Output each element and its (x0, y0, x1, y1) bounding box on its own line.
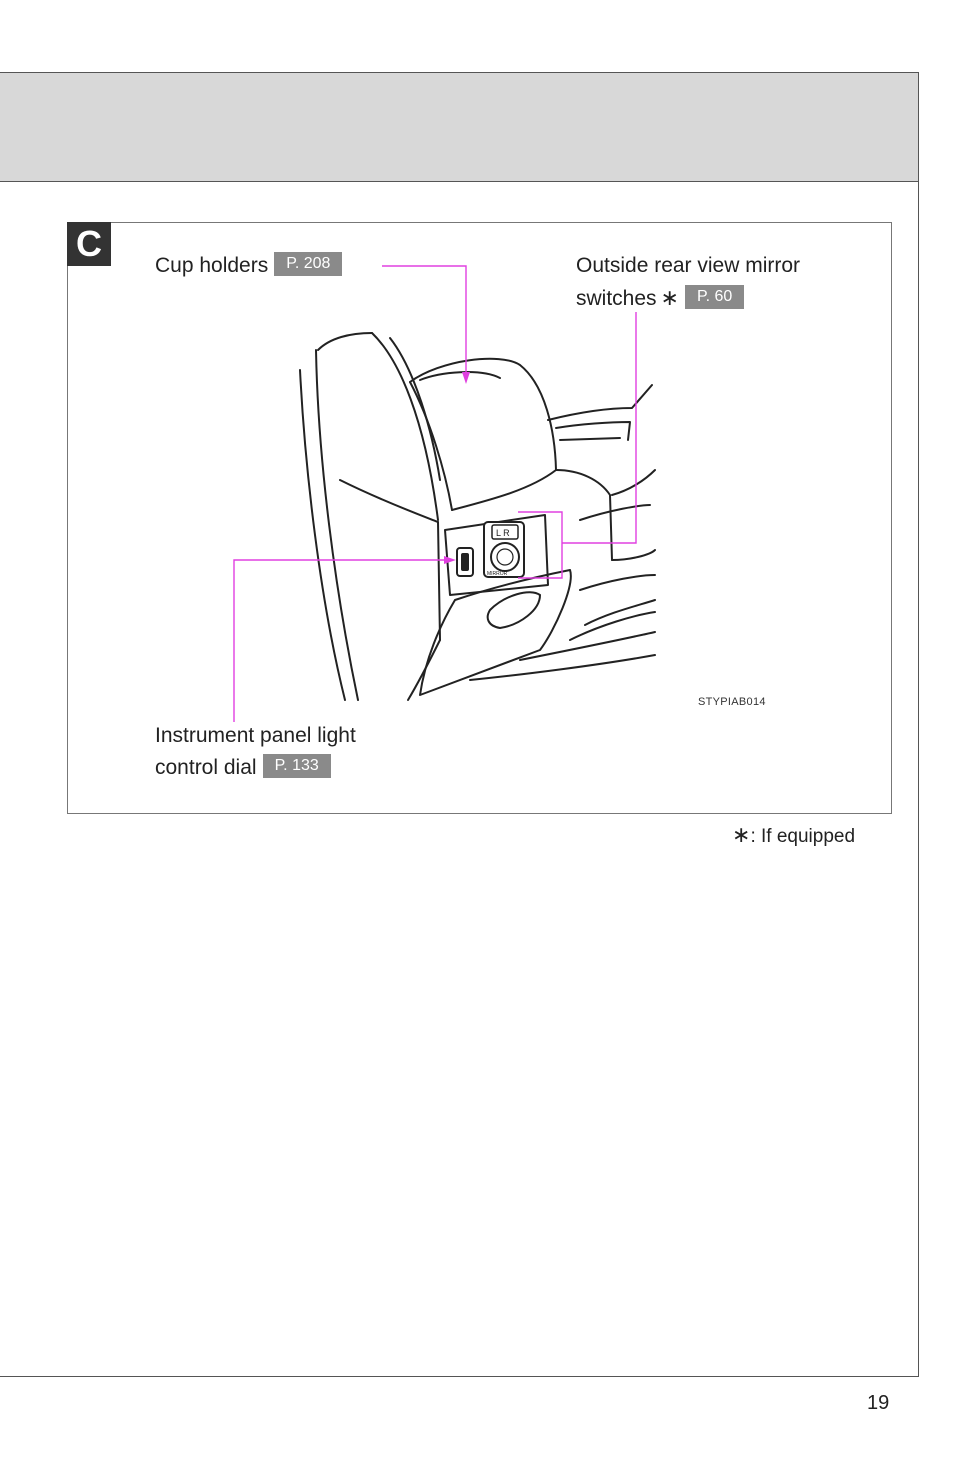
mirror-switches-page-ref[interactable]: P. 60 (685, 285, 744, 309)
mirror-switches-line1: Outside rear view mirror (576, 254, 801, 277)
panel-light-leader (234, 560, 452, 722)
lower-tray (420, 570, 571, 695)
mirror-switches-text: switches (576, 287, 657, 310)
cup-holders-page-ref[interactable]: P. 208 (274, 252, 342, 276)
seat-edge (300, 370, 345, 700)
panel-light-line1: Instrument panel light (155, 724, 356, 747)
mirror-joystick (491, 543, 519, 571)
switch-mirror-label: MIRROR (487, 571, 508, 577)
footnote-text: : If equipped (750, 826, 856, 847)
cup-holder-shape (420, 372, 500, 380)
illustration-caption: STYPIAB014 (698, 696, 766, 708)
panel-light-text: control dial (155, 756, 257, 779)
page-number: 19 (867, 1392, 890, 1414)
switch-lr-label: L R (496, 528, 510, 538)
section-badge: C (67, 222, 111, 266)
footnote (728, 822, 855, 848)
footnote-marker: ∗ (732, 822, 751, 847)
cup-holders-text: Cup holders (155, 254, 269, 277)
mirror-switches-label (576, 285, 744, 311)
if-equipped-marker: ∗ (660, 285, 679, 310)
panel-light-label (155, 756, 331, 780)
panel-light-page-ref[interactable]: P. 133 (263, 754, 331, 778)
cup-holders-label (155, 254, 342, 278)
